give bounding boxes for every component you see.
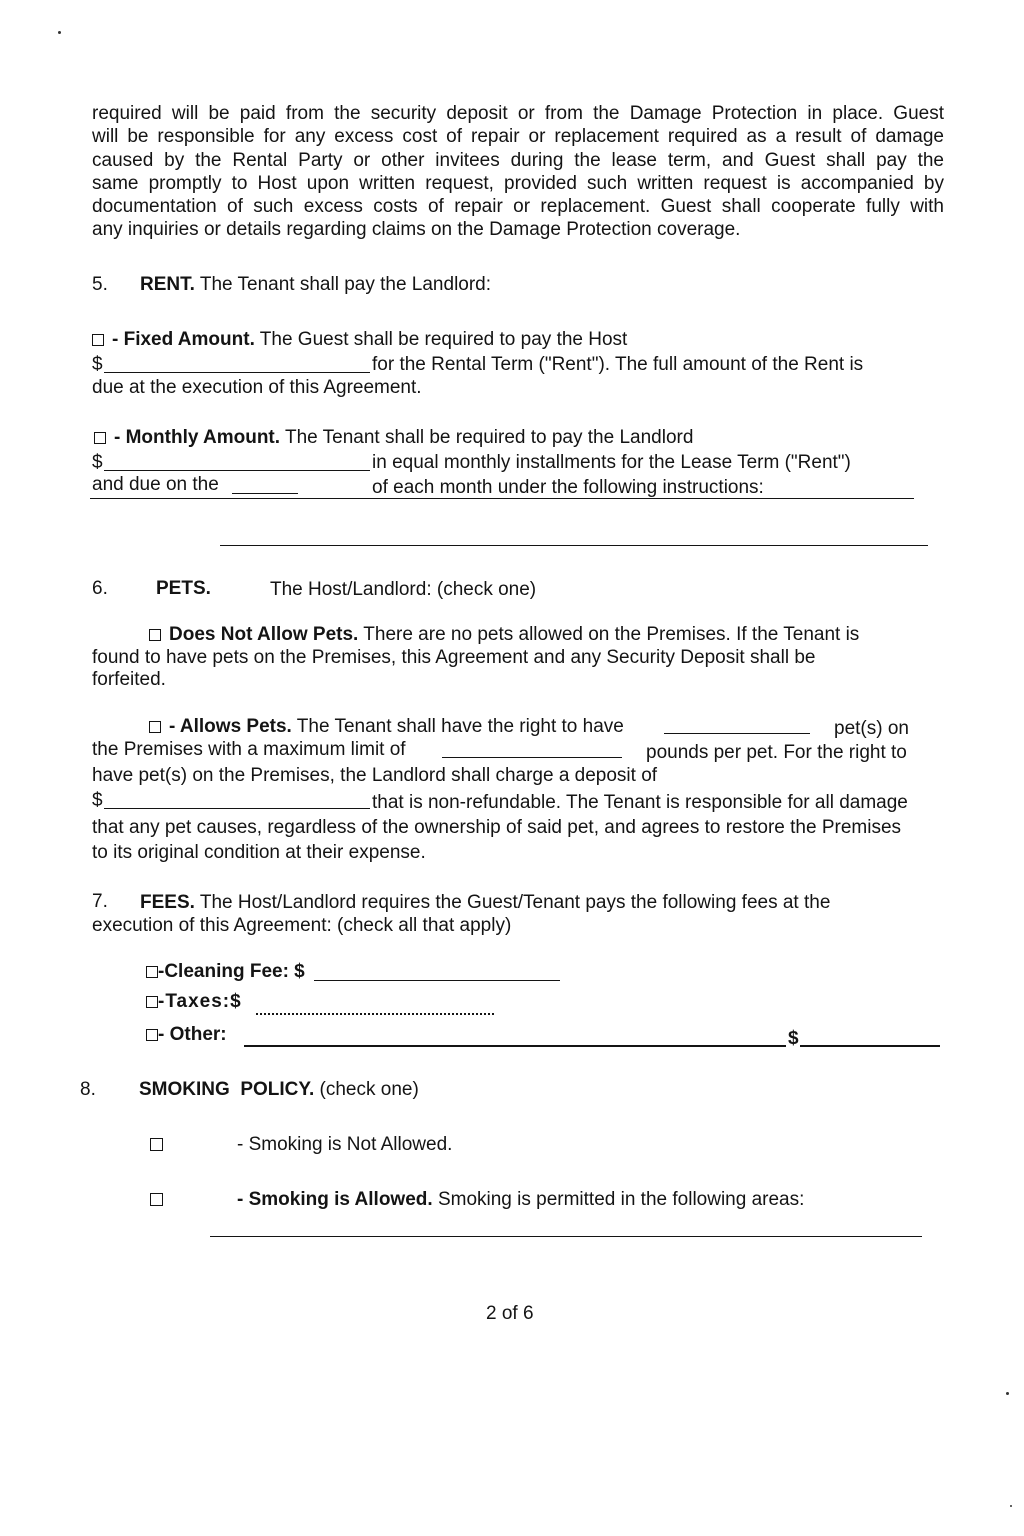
other-fee-checkbox[interactable] [146,1029,158,1041]
smoking-allowed-title: - Smoking is Allowed. [237,1189,433,1210]
monthly-amount-title: - Monthly Amount. [114,427,281,448]
taxes-label: -Taxes:$ [158,991,242,1012]
no-pets-line-2: found to have pets on the Premises, this Agreement and any Security Deposit shall be [92,647,816,668]
allow-pets-text-6: to its original condition at their expense. [92,842,426,863]
intro-line: documentation of such excess costs of repair or replacement. Guest shall cooperate fully with [92,196,944,218]
allow-pets-text-2b: pounds per pet. For the right to [646,742,907,763]
allow-pets-text-5: that any pet causes, regardless of the ownership of said pet, and agrees to restore the Premises [92,817,902,838]
fees-section-number: 7. [92,891,108,912]
intro-line: will be responsible for any excess cost of repair or replacement required as a result of damage [92,126,944,148]
allow-pets-text-4: that is non-refundable. The Tenant is responsible for all damage [372,792,908,813]
smoking-not-allowed-checkbox[interactable] [150,1138,163,1151]
rent-heading: RENT. [140,274,195,295]
monthly-amount-checkbox[interactable] [94,432,106,444]
pets-intro: The Host/Landlord: (check one) [270,579,537,600]
allow-pets-text-3: have pet(s) on the Premises, the Landlord shall charge a deposit of [92,765,658,786]
monthly-dollar-sign: $ [92,452,103,473]
rent-section-number: 5. [92,274,108,295]
scan-speck [58,31,61,34]
fixed-amount-blank[interactable] [104,372,370,373]
fixed-amount-row [112,328,627,351]
pets-weight-blank[interactable] [442,757,622,758]
pet-deposit-blank[interactable] [104,808,370,809]
smoking-heading-row [139,1078,419,1101]
allow-pets-title: - Allows Pets. [169,716,292,737]
smoking-allowed-text: Smoking is permitted in the following areas: [437,1189,805,1210]
no-pets-checkbox[interactable] [149,629,161,641]
fixed-amount-text-2: for the Rental Term ("Rent"). The full amount of the Rent is [372,354,864,375]
other-fee-description-blank[interactable] [244,1045,786,1047]
instructions-rule-1 [90,498,914,499]
no-pets-text: There are no pets allowed on the Premises. If the Tenant is [363,624,860,645]
fixed-amount-title: - Fixed Amount. [112,329,255,350]
rent-section-heading-row [140,273,491,296]
smoking-section-number: 8. [80,1079,96,1100]
intro-line: same promptly to Host upon written request, provided such written request is accompanied by [92,172,944,194]
no-pets-line-1 [169,623,859,646]
smoking-heading: SMOKING POLICY. [139,1079,315,1100]
taxes-dotted-blank[interactable] [256,1013,494,1015]
allow-pets-text-2a: the Premises with a maximum limit of [92,739,406,760]
fees-text-1: The Host/Landlord requires the Guest/Tenant pays the following fees at the [199,892,831,913]
monthly-amount-text: The Tenant shall be required to pay the Landlord [284,427,694,448]
smoking-allowed-checkbox[interactable] [150,1193,163,1206]
fees-line-1 [140,891,830,914]
allow-pets-text: The Tenant shall have the right to have [296,716,624,737]
smoking-areas-blank[interactable] [210,1236,922,1237]
cleaning-fee-checkbox[interactable] [146,966,158,978]
intro-line: required will be paid from the security deposit or from the Damage Protection in place. Guest [92,103,944,124]
cleaning-fee-label: -Cleaning Fee: $ [158,961,305,982]
pets-heading: PETS. [156,578,211,599]
intro-paragraph [92,102,944,242]
monthly-due-label: and due on the [92,474,219,495]
page-number: 2 of 6 [486,1303,534,1324]
monthly-amount-text-3: of each month under the following instructions: [372,477,764,498]
no-pets-title: Does Not Allow Pets. [169,624,359,645]
other-fee-label: - Other: [158,1024,227,1045]
fees-line-2: execution of this Agreement: (check all that apply) [92,915,512,936]
pets-count-blank[interactable] [664,733,810,734]
allow-pets-checkbox[interactable] [149,721,161,733]
monthly-amount-row [114,426,693,449]
pet-deposit-dollar: $ [92,790,103,811]
no-pets-line-3: forfeited. [92,669,166,690]
allow-pets-line-1 [169,715,624,738]
other-fee-dollar: $ [788,1028,799,1049]
pets-section-number: 6. [92,578,108,599]
monthly-due-day-blank[interactable] [232,493,298,494]
monthly-amount-text-2: in equal monthly installments for the Lease Term ("Rent") [372,452,851,473]
scan-speck [1006,1392,1009,1395]
smoking-allowed-row [237,1188,804,1211]
intro-line: any inquiries or details regarding claims on the Damage Protection coverage. [92,219,741,241]
fixed-dollar-sign: $ [92,354,103,375]
scan-speck [1010,1505,1012,1507]
cleaning-fee-blank[interactable] [314,980,560,981]
monthly-amount-blank[interactable] [104,470,370,471]
taxes-checkbox[interactable] [146,996,158,1008]
instructions-rule-2[interactable] [220,545,928,546]
intro-line: caused by the Rental Party or other invitees during the lease term, and Guest shall pay the [92,149,944,171]
smoking-not-allowed-label: - Smoking is Not Allowed. [237,1134,453,1155]
other-fee-amount-blank[interactable] [800,1045,940,1047]
rent-intro: The Tenant shall pay the Landlord: [199,274,492,295]
fixed-amount-checkbox[interactable] [92,334,104,346]
fees-heading: FEES. [140,892,195,913]
fixed-amount-text-3: due at the execution of this Agreement. [92,377,422,398]
smoking-intro: (check one) [319,1079,419,1100]
fixed-amount-text: The Guest shall be required to pay the Host [259,329,628,350]
allow-pets-text-1b: pet(s) on [834,718,909,739]
